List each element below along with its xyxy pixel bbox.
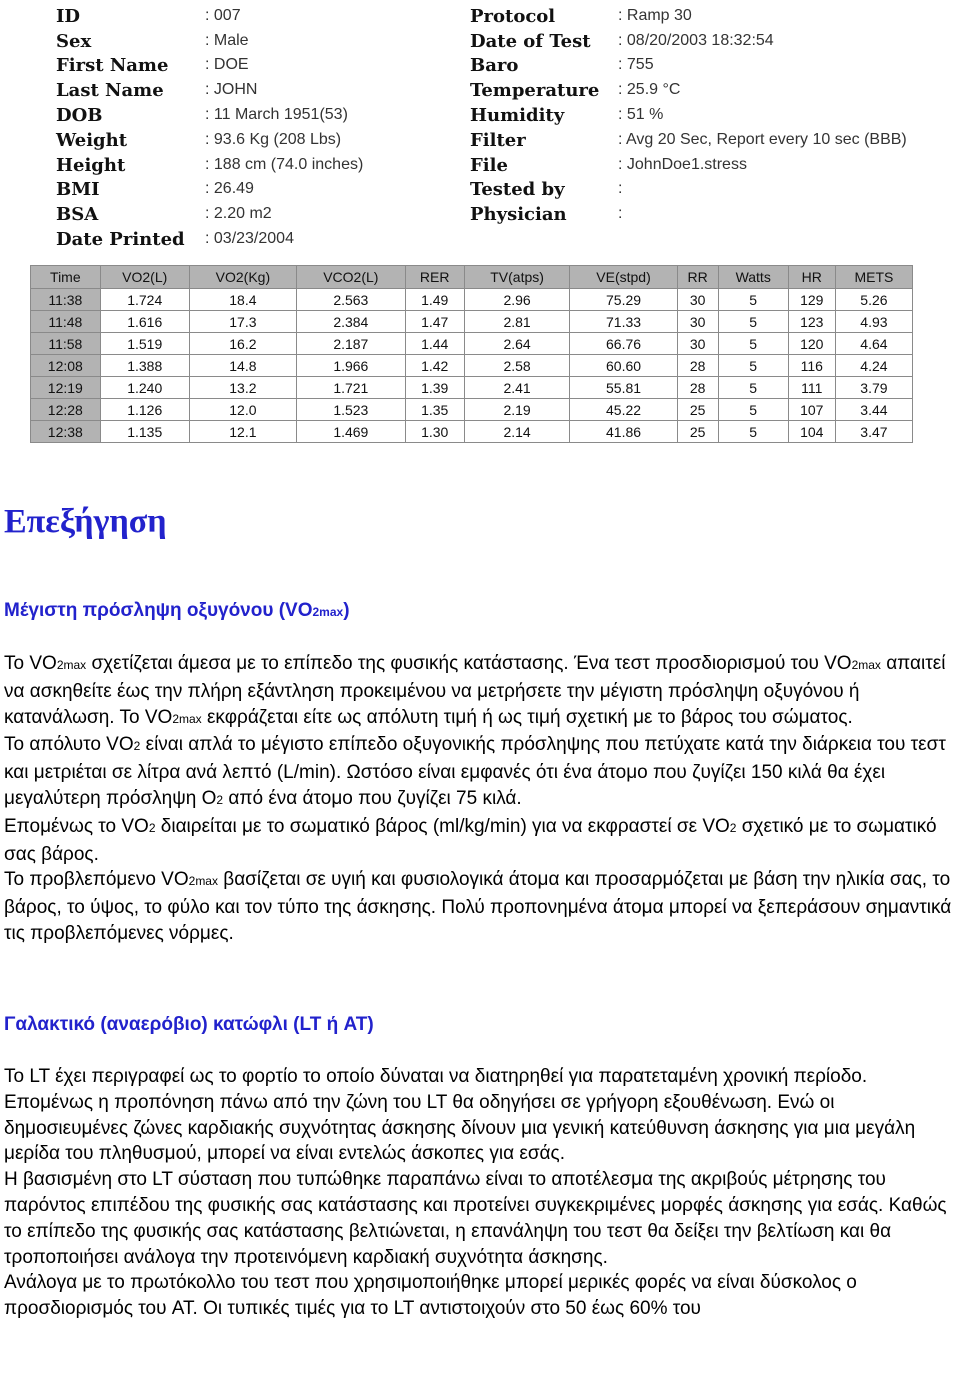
cell-ve: 75.29 xyxy=(570,289,677,311)
file-label: File xyxy=(470,155,508,176)
weight-label: Weight xyxy=(56,130,128,151)
sex-label: Sex xyxy=(56,31,92,52)
cell-vco2-l: 1.721 xyxy=(297,377,406,399)
temperature-value: : 25.9 °C xyxy=(618,81,681,98)
cell-hr: 120 xyxy=(788,333,835,355)
cell-mets: 4.93 xyxy=(835,311,912,333)
cell-watts: 5 xyxy=(718,333,788,355)
cell-mets: 3.47 xyxy=(835,421,912,443)
cell-vo2-l: 1.240 xyxy=(100,377,189,399)
cell-rr: 30 xyxy=(677,289,718,311)
text-run: σχετίζεται άμεσα με το επίπεδο της φυσικής κατάστασης. Ένα τεστ προσδιορισμού του VO xyxy=(86,653,852,674)
cell-vco2-l: 1.469 xyxy=(297,421,406,443)
protocol-value: : Ramp 30 xyxy=(618,7,692,24)
cell-vco2-l: 2.384 xyxy=(297,311,406,333)
cell-rer: 1.44 xyxy=(405,333,464,355)
cell-vo2-l: 1.126 xyxy=(100,399,189,421)
cell-vco2-l: 1.966 xyxy=(297,355,406,377)
bmi-label: BMI xyxy=(56,179,100,200)
humidity-label: Humidity xyxy=(470,105,565,126)
col-header-mets: METS xyxy=(835,266,912,289)
col-header-vco2-l: VCO2(L) xyxy=(297,266,406,289)
text-run: Επομένως το VO xyxy=(4,815,149,837)
first-name-label: First Name xyxy=(56,55,169,76)
file-value: : JohnDoe1.stress xyxy=(618,156,747,173)
text-run: διαιρείται με το σωματικό βάρος (ml/kg/min) για να εκφραστεί σε VO xyxy=(155,815,730,837)
cell-mets: 5.26 xyxy=(835,289,912,311)
cell-time: 12:38 xyxy=(31,421,101,443)
filter-label: Filter xyxy=(470,130,526,151)
cell-tv: 2.58 xyxy=(464,355,570,377)
cell-time: 11:58 xyxy=(31,333,101,355)
col-header-watts: Watts xyxy=(718,266,788,289)
lactate-threshold-paragraphs xyxy=(4,1064,954,1322)
text-run: Το απόλυτο VO xyxy=(4,734,134,756)
cell-tv: 2.64 xyxy=(464,333,570,355)
heading-text-end: ) xyxy=(343,600,350,621)
cell-mets: 3.79 xyxy=(835,377,912,399)
dob-value: : 11 March 1951(53) xyxy=(205,106,348,123)
cell-vo2-l: 1.724 xyxy=(100,289,189,311)
date-of-test-value: : 08/20/2003 18:32:54 xyxy=(618,32,774,49)
test-data-table xyxy=(30,265,913,443)
cell-mets: 3.44 xyxy=(835,399,912,421)
cell-time: 11:38 xyxy=(31,289,101,311)
cell-time: 12:08 xyxy=(31,355,101,377)
sex-value: : Male xyxy=(205,32,249,49)
cell-hr: 129 xyxy=(788,289,835,311)
subscript: 2 xyxy=(216,792,224,807)
cell-rer: 1.47 xyxy=(405,311,464,333)
heading-subscript: 2max xyxy=(312,605,344,619)
cell-ve: 41.86 xyxy=(570,421,677,443)
cell-vco2-l: 2.563 xyxy=(297,289,406,311)
paragraph xyxy=(4,814,954,868)
cell-tv: 2.19 xyxy=(464,399,570,421)
cell-ve: 55.81 xyxy=(570,377,677,399)
cell-vo2-kg: 18.4 xyxy=(189,289,296,311)
table-row xyxy=(31,333,913,355)
cell-watts: 5 xyxy=(718,399,788,421)
cell-vo2-kg: 17.3 xyxy=(189,311,296,333)
cell-vo2-kg: 13.2 xyxy=(189,377,296,399)
cell-rer: 1.42 xyxy=(405,355,464,377)
table-row xyxy=(31,421,913,443)
cell-ve: 71.33 xyxy=(570,311,677,333)
subscript: 2 xyxy=(148,820,156,835)
col-header-rr: RR xyxy=(677,266,718,289)
paragraph: Το LT έχει περιγραφεί ως το φορτίο το οποίο δύναται να διατηρηθεί για παρατεταμένη χρονική περίοδο. Επομένως η προπόνηση πάνω από την ζώνη του LT θα οδηγήσει σε γρήγορη εξουθένωση. Ενώ οι δημοσιευμένες ζώνες καρδιακής συχνότητας άσκησης δίνουν μια γενική κατεύθυνση άσκησης για μια μεγάλη μερίδα του πληθυσμού, μπορεί να είναι εντελώς άσκοπες για εσάς. xyxy=(4,1066,916,1165)
weight-value: : 93.6 Kg (208 Lbs) xyxy=(205,131,342,148)
physician-value: : xyxy=(618,205,623,222)
paragraph: Η βασισμένη στο LT σύσταση που τυπώθηκε παραπάνω είναι το αποτέλεσμα της ακριβούς μέτρησης του παρόντος επιπέδου της φυσικής σας κατάστασης και προτείνει συγκεκριμένες μορφές άσκησης για εσάς. Καθώς το επίπεδο της φυσικής σας κατάστασης βελτιώνεται, η επανάληψη του τεστ θα δείξει την βελτίωση και θα τροποποιήσει ανάλογα την προτεινόμενη καρδιακή συχνότητα άσκησης. xyxy=(4,1169,947,1268)
col-header-time: Time xyxy=(31,266,101,289)
subscript: 2 xyxy=(133,739,141,754)
cell-time: 12:19 xyxy=(31,377,101,399)
id-value: : 007 xyxy=(205,7,241,24)
cell-ve: 66.76 xyxy=(570,333,677,355)
paragraph xyxy=(4,732,954,813)
col-header-vo2-kg: VO2(Kg) xyxy=(189,266,296,289)
cell-rr: 28 xyxy=(677,355,718,377)
col-header-hr: HR xyxy=(788,266,835,289)
cell-hr: 104 xyxy=(788,421,835,443)
heading-text: Μέγιστη πρόσληψη οξυγόνου (VO xyxy=(4,600,313,621)
height-label: Height xyxy=(56,155,126,176)
cell-watts: 5 xyxy=(718,355,788,377)
section-heading-lactate-threshold: Γαλακτικό (αναερόβιο) κατώφλι (LT ή AT) xyxy=(4,1014,374,1035)
text-run: Το VO xyxy=(4,653,57,674)
cell-rr: 25 xyxy=(677,421,718,443)
last-name-label: Last Name xyxy=(56,80,164,101)
cell-hr: 107 xyxy=(788,399,835,421)
cell-vco2-l: 2.187 xyxy=(297,333,406,355)
cell-rer: 1.39 xyxy=(405,377,464,399)
col-header-vo2-l: VO2(L) xyxy=(100,266,189,289)
cell-tv: 2.14 xyxy=(464,421,570,443)
date-of-test-label: Date of Test xyxy=(470,31,591,52)
text-run: απαιτεί να ασκηθείτε έως την πλήρη εξάντληση προκειμένου να μετρήσετε την μέγιστη πρόσληψη οξυγόνου ή κατανάλωση. Το VO xyxy=(4,653,946,728)
filter-value: : Avg 20 Sec, Report every 10 sec (BBB) xyxy=(618,131,907,148)
cell-vo2-l: 1.388 xyxy=(100,355,189,377)
cell-watts: 5 xyxy=(718,421,788,443)
temperature-label: Temperature xyxy=(470,80,600,101)
subscript: 2max xyxy=(188,874,218,889)
cell-vo2-l: 1.519 xyxy=(100,333,189,355)
cell-rer: 1.49 xyxy=(405,289,464,311)
table-body xyxy=(31,289,913,443)
text-run: Το προβλεπόμενο VO xyxy=(4,869,189,891)
paragraph xyxy=(4,867,954,946)
cell-mets: 4.64 xyxy=(835,333,912,355)
last-name-value: : JOHN xyxy=(205,81,258,98)
cell-rr: 25 xyxy=(677,399,718,421)
cell-rr: 30 xyxy=(677,333,718,355)
cell-tv: 2.41 xyxy=(464,377,570,399)
humidity-value: : 51 % xyxy=(618,106,664,123)
cell-hr: 111 xyxy=(788,377,835,399)
cell-vo2-kg: 12.0 xyxy=(189,399,296,421)
tested-by-value: : xyxy=(618,180,623,197)
col-header-rer: RER xyxy=(405,266,464,289)
col-header-tv: TV(atps) xyxy=(464,266,570,289)
paragraph xyxy=(4,651,954,732)
text-run: εκφράζεται είτε ως απόλυτη τιμή ή ως τιμή σχετική με το βάρος του σώματος. xyxy=(201,706,853,728)
table-row xyxy=(31,355,913,377)
cell-vo2-kg: 14.8 xyxy=(189,355,296,377)
cell-time: 12:28 xyxy=(31,399,101,421)
cell-watts: 5 xyxy=(718,311,788,333)
page-title: Επεξήγηση xyxy=(4,503,167,540)
table-row xyxy=(31,311,913,333)
tested-by-label: Tested by xyxy=(470,179,565,200)
subscript: 2 xyxy=(729,820,737,835)
report-info-section xyxy=(0,4,960,254)
cell-ve: 45.22 xyxy=(570,399,677,421)
cell-rr: 28 xyxy=(677,377,718,399)
protocol-label: Protocol xyxy=(470,6,556,27)
height-value: : 188 cm (74.0 inches) xyxy=(205,156,364,173)
paragraph: Ανάλογα με το πρωτόκολλο του τεστ που χρησιμοποιήθηκε μπορεί μερικές φορές να είναι δύσκολος ο προσδιορισμός του AT. Οι τυπικές τιμές για το LT αντιστοιχούν στο 50 έως 60% του xyxy=(4,1272,857,1320)
cell-rer: 1.30 xyxy=(405,421,464,443)
table-header-row xyxy=(31,266,913,289)
bmi-value: : 26.49 xyxy=(205,180,254,197)
vo2max-paragraphs xyxy=(4,651,954,947)
cell-tv: 2.96 xyxy=(464,289,570,311)
subscript: 2max xyxy=(172,711,202,726)
baro-label: Baro xyxy=(470,55,519,76)
table-row xyxy=(31,399,913,421)
dob-label: DOB xyxy=(56,105,103,126)
text-run: σχετικό με το σωματικό σας βάρος. xyxy=(4,815,937,865)
cell-vo2-l: 1.616 xyxy=(100,311,189,333)
col-header-ve: VE(stpd) xyxy=(570,266,677,289)
cell-vo2-kg: 12.1 xyxy=(189,421,296,443)
cell-rer: 1.35 xyxy=(405,399,464,421)
table-row xyxy=(31,377,913,399)
bsa-value: : 2.20 m2 xyxy=(205,205,272,222)
id-label: ID xyxy=(56,6,81,27)
date-printed-value: : 03/23/2004 xyxy=(205,230,294,247)
cell-vo2-l: 1.135 xyxy=(100,421,189,443)
text-run: βασίζεται σε υγιή και φυσιολογικά άτομα και προσαρμόζεται με βάση την ηλικία σας, το βάρος, το ύψος, το φύλο και τον τύπο της άσκησης. Πολύ προπονημένα άτομα μπορεί να ξεπεράσουν σημαντικά τις προβλεπόμενες νόρμες. xyxy=(4,869,952,944)
date-printed-label: Date Printed xyxy=(56,229,185,250)
bsa-label: BSA xyxy=(56,204,99,225)
cell-hr: 116 xyxy=(788,355,835,377)
cell-ve: 60.60 xyxy=(570,355,677,377)
subscript: 2max xyxy=(56,658,87,672)
first-name-value: : DOE xyxy=(205,56,249,73)
cell-time: 11:48 xyxy=(31,311,101,333)
baro-value: : 755 xyxy=(618,56,654,73)
cell-mets: 4.24 xyxy=(835,355,912,377)
physician-label: Physician xyxy=(470,204,567,225)
table-row xyxy=(31,289,913,311)
cell-hr: 123 xyxy=(788,311,835,333)
cell-vo2-kg: 16.2 xyxy=(189,333,296,355)
text-run: είναι απλά το μέγιστο επίπεδο οξυγονικής πρόσληψης που πετύχατε κατά την διάρκεια του τεστ και μετριέται σε λίτρα ανά λεπτό (L/min). Ωστόσο είναι εμφανές ότι ένα άτομο που ζυγίζει 150 κιλά θα έχει μεγαλύτερη πρόσληψη O xyxy=(4,734,946,809)
text-run: από ένα άτομο που ζυγίζει 75 κιλά. xyxy=(223,787,522,809)
cell-tv: 2.81 xyxy=(464,311,570,333)
cell-watts: 5 xyxy=(718,289,788,311)
cell-rr: 30 xyxy=(677,311,718,333)
cell-watts: 5 xyxy=(718,377,788,399)
section-heading-vo2max xyxy=(4,600,904,622)
subscript: 2max xyxy=(851,658,881,672)
cell-vco2-l: 1.523 xyxy=(297,399,406,421)
